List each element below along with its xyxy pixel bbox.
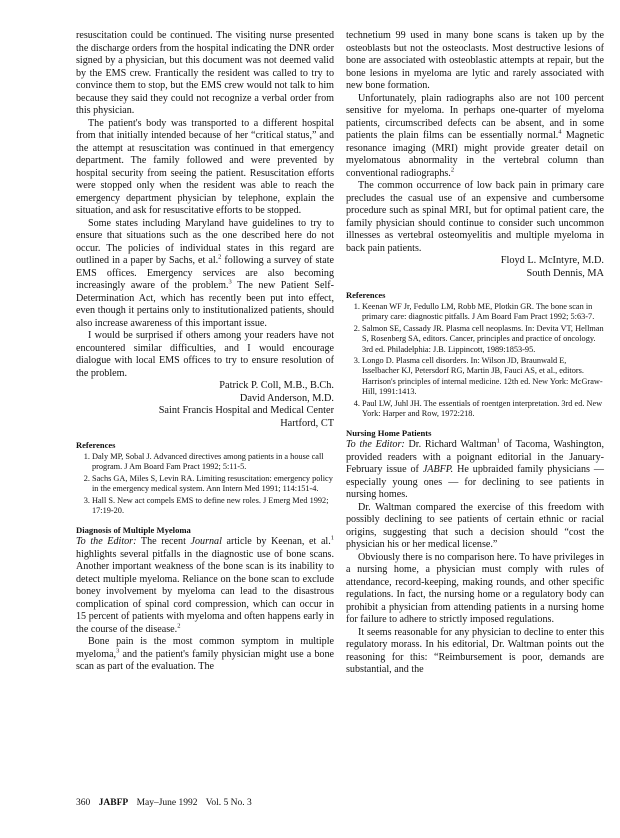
paragraph: To the Editor: Dr. Richard Waltman$^1$ of Tacoma, Washington, provided readers with a poignant editorial in the January-February issue of JABFP. He upbraided family physicians — especially young ones — for declining to see patients in nursing homes. [346, 438, 604, 501]
paragraph: technetium 99 used in many bone scans is taken up by the osteoblasts but not the osteoclasts. Most destructive lesions of bone are associated with osteoblastic attempts at repair, but the bone lesions in myeloma are lytic and rarely associated with new bone formation. [346, 30, 604, 91]
signature-block [76, 380, 334, 430]
signature-line: Patrick P. Coll, M.B., B.Ch. [219, 380, 334, 391]
reference-item: 2. Salmon SE, Cassady JR. Plasma cell neoplasms. In: Devita VT, Hellman S, Rosenberg SA, editors. Cancer, principles and practice of oncology. 3rd ed. Philadelphia: J.B. Lippincott, 1989:1853-95. [362, 324, 604, 355]
signature-line: Hartford, CT [280, 417, 334, 429]
reference-item: 3. Hall S. New act compels EMS to define new roles. J Emerg Med 1992; 17:19-20. [92, 496, 334, 517]
reference-item: 3. Longo D. Plasma cell disorders. In: Wilson JD, Braunwald E, Isselbacher KJ, Petersdorf RG, Martin JB, Fauci AS, et al., editors. Harrison's principles of internal medicine. 12th ed. New York: McGraw-Hill, 1991:1413. [362, 356, 604, 398]
reference-item: 2. Sachs GA, Miles S, Levin RA. Limiting resuscitation: emergency policy in the emergency medical system. Ann Intern Med 1991; 114:151-4. [92, 474, 334, 495]
page-number: 360 [76, 798, 91, 808]
signature-block [346, 255, 604, 280]
journal-name: JABFP [98, 798, 129, 808]
right-column [346, 30, 604, 677]
references-list [76, 452, 334, 516]
references-heading: References [346, 290, 386, 300]
left-column [76, 30, 334, 674]
paragraph: Some states including Maryland have guidelines to try to ensure that situations such as the one described here do not occur. The policies of individual states in this regard are outlined in a paper by Sachs, et al.$^2$ following a survey of state EMS offices. Emergency services are also becoming increasingly aware of the problem.$^3$ The new Patient Self-Determination Act, which has recently been put into effect, even though it pertains only to institutionalized patients, should also increase awareness of this important issue. [76, 217, 334, 329]
signature-line: Saint Francis Hospital and Medical Center [158, 405, 334, 416]
paragraph: The patient's body was transported to a different hospital from that initially intended because of her “critical status,” and the attempt at resuscitation was continued in that emergency department. The family followed and were prevented by hospital security from seeing the patient. Resuscitation efforts were stopped only when the resident was able to reach the emergency department physician by telephone, explain the situation, and ask for resuscitative efforts to be stopped. [76, 117, 334, 216]
references-list [346, 302, 604, 419]
reference-item: 1. Daly MP, Sobal J. Advanced directives among patients in a house call program. J Am Board Fam Pract 1992; 5:11-5. [92, 452, 334, 473]
reference-item: 1. Keenan WF Jr, Fedullo LM, Robb ME, Plotkin GR. The bone scan in primary care: diagnostic pitfalls. J Am Board Fam Pract 1992; 5:63-7. [362, 302, 604, 323]
section-heading: Nursing Home Patients [346, 428, 432, 439]
paragraph: The common occurrence of low back pain in primary care precludes the casual use of an expensive and cumbersome procedure such as spinal MRI, but for optimal patient care, the family physician should continue to consider such uncommon illnesses as vertebral osteomyelitis and multiple myeloma in back pain patients. [346, 180, 604, 254]
paragraph: I would be surprised if others among your readers have not encountered similar difficulties, and I would encourage dialogue with local EMS offices to try to ensure resolution of the problem. [76, 330, 334, 379]
paragraph: resuscitation could be continued. The visiting nurse presented the discharge orders from the hospital indicating the DNR order signed by a physician, but this document was not deemed valid by the EMS crew. Frantically the resident was called to try to convince them to stop, but the EMS crew would not talk to him because they said they could not recognize a verbal order from this physician. [76, 30, 334, 116]
paragraph: Unfortunately, plain radiographs also are not 100 percent sensitive for myeloma. In perhaps one-quarter of myeloma patients, circumscribed defects can be absent, and in some patients the plain films can be essentially normal.$^4$ Magnetic resonance imaging (MRI) might provide greater detail on myelomatous abnormality in the vertebral column than conventional radiographs.$^2$ [346, 92, 604, 179]
volume-info: Vol. 5 No. 3 [205, 798, 252, 808]
section-heading: Diagnosis of Multiple Myeloma [76, 525, 191, 536]
reference-item: 4. Paul LW, Juhl JH. The essentials of roentgen interpretation. 3rd ed. New York: Harper and Row, 1972:218. [362, 399, 604, 420]
paragraph: To the Editor: The recent Journal article by Keenan, et al.$^1$ highlights several pitfalls in the diagnostic use of bone scans. Another important weakness of the bone scan is its inability to detect multiple myeloma. Reliance on the bone scan to exclude boney involvement by myeloma can lead to the disastrous complication of spinal cord compression, which can occur in 15 percent of patients with myeloma and often happens early in the course of the disease.$^2$ [76, 535, 334, 635]
paragraph: It seems reasonable for any physician to decline to enter this regulatory morass. In his editorial, Dr. Waltman points out the reasoning for this: “Reimbursement is poor, demands are substantial, and the [346, 626, 604, 676]
paragraph: Bone pain is the most common symptom in multiple myeloma,$^3$ and the patient's family physician might use a bone scan as part of the evaluation. The [76, 636, 334, 673]
paragraph: Dr. Waltman compared the exercise of this freedom with possibly declining to see patients of certain ethnic or racial origins, suggesting that such a decision should “cost the physician his or her medical license.” [346, 501, 604, 551]
paragraph: Obviously there is no comparison here. To have privileges in a nursing home, a physician must comply with rules of attendance, record-keeping, making rounds, and other specific regulations. In fact, the nursing home or a regulatory body can prohibit a physician from attending patients in a nursing home for failure to adhere to strictly imposed regulations. [346, 551, 604, 626]
references-heading: References [76, 440, 116, 450]
signature-line: David Anderson, M.D. [239, 392, 334, 404]
page-footer [76, 798, 258, 808]
signature-line: South Dennis, MA [526, 267, 604, 279]
issue-date: May–June 1992 [136, 798, 198, 808]
signature-line: Floyd L. McIntyre, M.D. [500, 255, 604, 266]
